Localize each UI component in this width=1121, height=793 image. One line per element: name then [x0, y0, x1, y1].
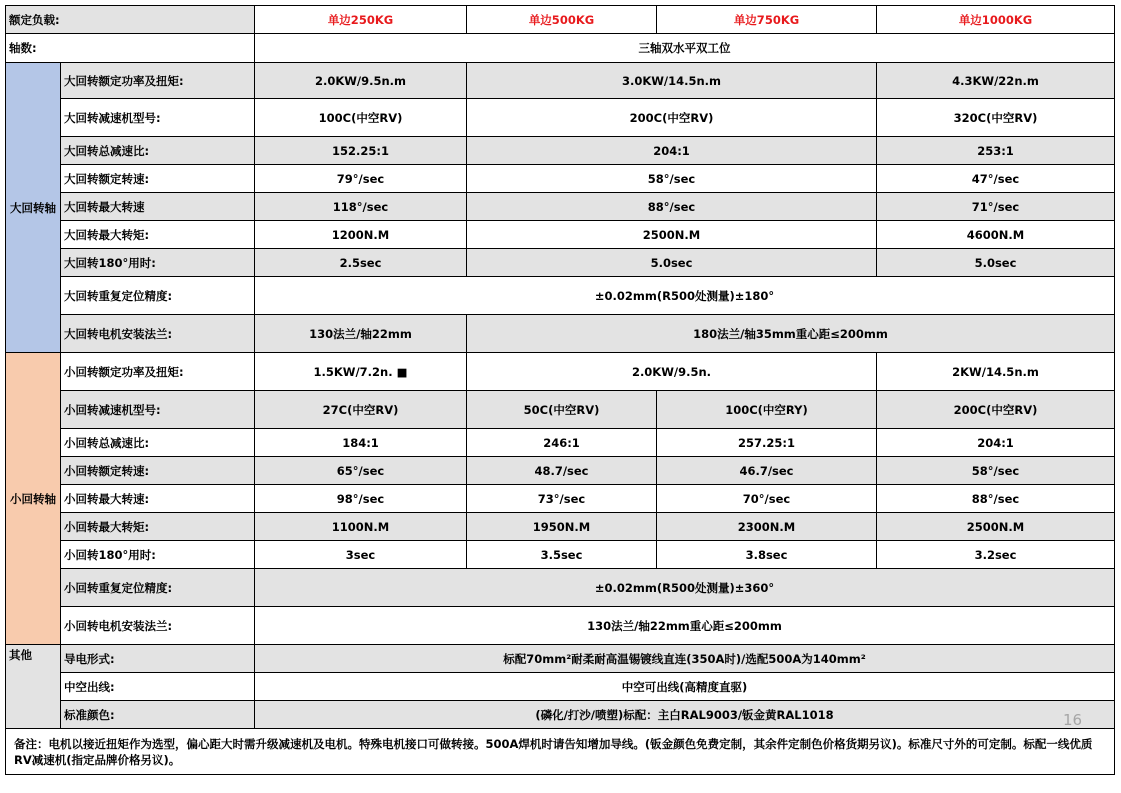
row-label: 大回转额定转速:	[61, 165, 255, 193]
row-label: 小回转最大转矩:	[61, 513, 255, 541]
cell-value: 58°/sec	[467, 165, 877, 193]
cell-value: 50C(中空RV)	[467, 391, 657, 429]
cell-value: 257.25:1	[657, 429, 877, 457]
note-row	[6, 729, 1115, 775]
row-label: 大回转最大转速	[61, 193, 255, 221]
cell-value: 204:1	[877, 429, 1115, 457]
cell-value: 2.0KW/9.5n.m	[255, 63, 467, 99]
cell-value: 2KW/14.5n.m	[877, 353, 1115, 391]
row-label: 小回转重复定位精度:	[61, 569, 255, 607]
cell-value: 1200N.M	[255, 221, 467, 249]
row-label: 大回转总减速比:	[61, 137, 255, 165]
table-row	[6, 221, 1115, 249]
cell-value: ±0.02mm(R500处测量)±360°	[255, 569, 1115, 607]
cell-value: 204:1	[467, 137, 877, 165]
row-label: 小回转额定功率及扭矩:	[61, 353, 255, 391]
cell-value: 3sec	[255, 541, 467, 569]
table-row	[6, 63, 1115, 99]
row-label: 小回转最大转速:	[61, 485, 255, 513]
row-rated-load	[6, 6, 1115, 34]
table-row	[6, 513, 1115, 541]
axes-value: 三轴双水平双工位	[255, 34, 1115, 63]
cell-value: 47°/sec	[877, 165, 1115, 193]
cell-value: 4.3KW/22n.m	[877, 63, 1115, 99]
footnote: 备注：电机以接近扭矩作为选型，偏心距大时需升级减速机及电机。特殊电机接口可做转接。500A焊机时请告知增加导线。(钣金颜色免费定制，其余件定制色价格货期另议)。标准尺寸外的可定制。标配一线优质RV减速机(指定品牌价格另议)。	[6, 729, 1115, 775]
table-row	[6, 645, 1115, 673]
cell-value: 3.0KW/14.5n.m	[467, 63, 877, 99]
row-label: 大回转最大转矩:	[61, 221, 255, 249]
row-label: 大回转电机安装法兰:	[61, 315, 255, 353]
table-row	[6, 137, 1115, 165]
cell-value: 100C(中空RY)	[657, 391, 877, 429]
cell-value: 2300N.M	[657, 513, 877, 541]
cell-value: 79°/sec	[255, 165, 467, 193]
table-row	[6, 457, 1115, 485]
cell-value: 2500N.M	[877, 513, 1115, 541]
row-label: 大回转180°用时:	[61, 249, 255, 277]
cell-value: 3.2sec	[877, 541, 1115, 569]
cell-value: 73°/sec	[467, 485, 657, 513]
cell-value: 1950N.M	[467, 513, 657, 541]
cell-value: 100C(中空RV)	[255, 99, 467, 137]
cell-value: 200C(中空RV)	[877, 391, 1115, 429]
table-row	[6, 391, 1115, 429]
axes-label: 轴数:	[6, 34, 255, 63]
row-label: 小回转180°用时:	[61, 541, 255, 569]
cell-value: 3.5sec	[467, 541, 657, 569]
row-label: 导电形式:	[61, 645, 255, 673]
cell-value: 2500N.M	[467, 221, 877, 249]
cell-value: 88°/sec	[877, 485, 1115, 513]
cell-value: 5.0sec	[877, 249, 1115, 277]
cell-value: 71°/sec	[877, 193, 1115, 221]
table-row	[6, 193, 1115, 221]
cell-value: 98°/sec	[255, 485, 467, 513]
cell-value: 48.7/sec	[467, 457, 657, 485]
cell-value: 320C(中空RV)	[877, 99, 1115, 137]
row-label: 中空出线:	[61, 673, 255, 701]
cell-value: 118°/sec	[255, 193, 467, 221]
cell-value: 1100N.M	[255, 513, 467, 541]
big-axis-group-label: 大回转轴	[6, 63, 61, 353]
cell-value: 4600N.M	[877, 221, 1115, 249]
load-750kg: 单边750KG	[657, 6, 877, 34]
cell-value: 88°/sec	[467, 193, 877, 221]
table-row	[6, 277, 1115, 315]
page-number: 16	[1063, 711, 1083, 729]
row-label: 小回转总减速比:	[61, 429, 255, 457]
table-row	[6, 429, 1115, 457]
table-row	[6, 673, 1115, 701]
cell-value: 70°/sec	[657, 485, 877, 513]
table-row	[6, 485, 1115, 513]
row-axes	[6, 34, 1115, 63]
cell-value: 1.5KW/7.2n. ■	[255, 353, 467, 391]
cell-value: 标配70mm²耐柔耐高温锡镀线直连(350A时)/选配500A为140mm²	[255, 645, 1115, 673]
cell-value: (磷化/打沙/喷塑)标配：主白RAL9003/钣金黄RAL1018	[255, 701, 1115, 729]
cell-value: 65°/sec	[255, 457, 467, 485]
cell-value: 58°/sec	[877, 457, 1115, 485]
cell-value: 130法兰/轴22mm	[255, 315, 467, 353]
table-row	[6, 607, 1115, 645]
table-row	[6, 541, 1115, 569]
row-label: 小回转电机安装法兰:	[61, 607, 255, 645]
cell-value: 152.25:1	[255, 137, 467, 165]
row-label: 标准颜色:	[61, 701, 255, 729]
cell-value: 180法兰/轴35mm重心距≤200mm	[467, 315, 1115, 353]
cell-value: 3.8sec	[657, 541, 877, 569]
table-row	[6, 249, 1115, 277]
spec-table	[5, 5, 1115, 775]
load-1000kg: 单边1000KG	[877, 6, 1115, 34]
table-row	[6, 99, 1115, 137]
rated-load-label: 额定负载:	[6, 6, 255, 34]
cell-value: 200C(中空RV)	[467, 99, 877, 137]
row-label: 大回转重复定位精度:	[61, 277, 255, 315]
table-row	[6, 315, 1115, 353]
cell-value: 130法兰/轴22mm重心距≤200mm	[255, 607, 1115, 645]
cell-value: 184:1	[255, 429, 467, 457]
cell-value: 246:1	[467, 429, 657, 457]
load-250kg: 单边250KG	[255, 6, 467, 34]
table-row	[6, 701, 1115, 729]
table-row	[6, 569, 1115, 607]
other-group-label: 其他	[6, 645, 61, 729]
cell-value: 2.0KW/9.5n.	[467, 353, 877, 391]
cell-value: 27C(中空RV)	[255, 391, 467, 429]
cell-value: ±0.02mm(R500处测量)±180°	[255, 277, 1115, 315]
table-row	[6, 165, 1115, 193]
cell-value: 46.7/sec	[657, 457, 877, 485]
cell-value: 5.0sec	[467, 249, 877, 277]
row-label: 大回转额定功率及扭矩:	[61, 63, 255, 99]
row-label: 小回转减速机型号:	[61, 391, 255, 429]
load-500kg: 单边500KG	[467, 6, 657, 34]
table-row	[6, 353, 1115, 391]
cell-value: 253:1	[877, 137, 1115, 165]
small-axis-group-label: 小回转轴	[6, 353, 61, 645]
row-label: 小回转额定转速:	[61, 457, 255, 485]
cell-value: 中空可出线(高精度直驱)	[255, 673, 1115, 701]
row-label: 大回转减速机型号:	[61, 99, 255, 137]
cell-value: 2.5sec	[255, 249, 467, 277]
